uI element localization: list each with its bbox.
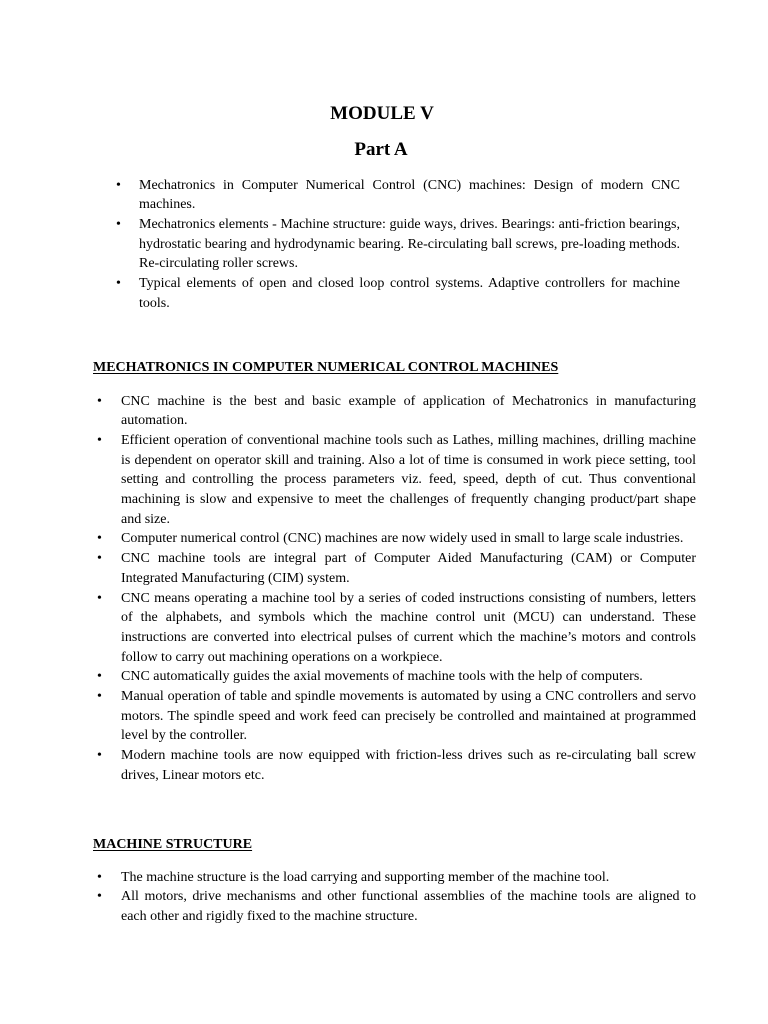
syllabus-list bbox=[139, 176, 680, 314]
list-item: • The machine structure is the load carrying and supporting member of the machine tool. bbox=[121, 868, 696, 888]
section-heading-cnc: MECHATRONICS IN COMPUTER NUMERICAL CONTROL MACHINES bbox=[93, 360, 559, 375]
machine-structure-bullet-list bbox=[121, 868, 696, 927]
list-item: • Modern machine tools are now equipped with friction-less drives such as re-circulating ball screw drives, Linear motors etc. bbox=[121, 746, 696, 785]
syllabus-item: • Mechatronics elements - Machine structure: guide ways, drives. Bearings: anti-friction bearings, hydrostatic bearing and hydrodynamic bearing. Re-circulating ball screws, pre-loading methods. Re-circulating roller screws. bbox=[139, 215, 680, 274]
cnc-bullet-list bbox=[121, 392, 696, 786]
section-heading-machine-structure: MACHINE STRUCTURE bbox=[93, 837, 253, 852]
list-item: • Computer numerical control (CNC) machines are now widely used in small to large scale industries. bbox=[121, 529, 696, 549]
syllabus-item: • Mechatronics in Computer Numerical Control (CNC) machines: Design of modern CNC machines. bbox=[139, 176, 680, 215]
module-title: MODULE V bbox=[330, 103, 434, 124]
list-item: • CNC automatically guides the axial movements of machine tools with the help of computers. bbox=[121, 667, 696, 687]
list-item: • CNC machine tools are integral part of Computer Aided Manufacturing (CAM) or Computer Integrated Manufacturing (CIM) system. bbox=[121, 549, 696, 588]
part-title: Part A bbox=[354, 139, 408, 160]
list-item: • CNC means operating a machine tool by a series of coded instructions consisting of numbers, letters of the alphabets, and symbols which the machine control unit (MCU) can understand. These instructions are converted into electrical pulses of current which the machine’s motors and controls follow to carry out machining operations on a workpiece. bbox=[121, 589, 696, 668]
syllabus-item: • Typical elements of open and closed loop control systems. Adaptive controllers for machine tools. bbox=[139, 274, 680, 313]
list-item: • Manual operation of table and spindle movements is automated by using a CNC controllers and servo motors. The spindle speed and work feed can precisely be controlled and maintained at programmed level by the controller. bbox=[121, 687, 696, 746]
list-item: • All motors, drive mechanisms and other functional assemblies of the machine tools are aligned to each other and rigidly fixed to the machine structure. bbox=[121, 887, 696, 926]
list-item: • Efficient operation of conventional machine tools such as Lathes, milling machines, drilling machine is dependent on operator skill and training. Also a lot of time is consumed in work piece setting, tool setting and controlling the process parameters viz. feed, speed, depth of cut. Thus conventional machining is slow and expensive to meet the challenges of frequently changing product/part shape and size. bbox=[121, 431, 696, 530]
list-item: • CNC machine is the best and basic example of application of Mechatronics in manufacturing automation. bbox=[121, 392, 696, 431]
